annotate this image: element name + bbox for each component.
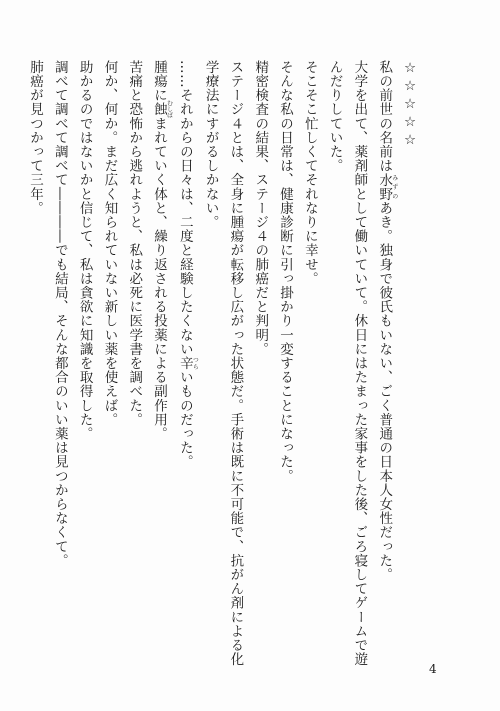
text-line-7: ステージ４とは、全身に腫瘍が転移し広がった状態だ。手術は既に不可能で、抗がん剤による化 <box>227 60 244 667</box>
text-line-14: 調べて調べて調べて――――でも結局、そんな都合のいい薬は見つからなくて。 <box>51 60 68 568</box>
text-line-10-post: まれていく体と、繰り返される投薬による副作用。 <box>151 116 168 441</box>
ruby-mizuno-base: 水野 <box>376 172 393 202</box>
text-line-13: 助かるのではないかと信じて、私は貪欲に知識を取得した。 <box>76 60 93 441</box>
text-line-1-post: あき。独身で彼氏もいない、ごく普通の日本人女性だった。 <box>376 201 393 582</box>
ruby-mushiba <box>151 100 173 119</box>
text-line-3: んだりしていた。 <box>326 60 343 173</box>
text-line-9-pre: ……それからの日々は、二度と経験したくない <box>176 60 193 357</box>
text-line-6: 精密検査の結果、ステージ４の肺癌だと判明。 <box>252 60 269 357</box>
text-line-4: そこそこ忙しくてそれなりに幸せ。 <box>301 60 318 286</box>
text-line-10-pre: 腫瘍に <box>151 60 168 103</box>
text-line-9 <box>172 60 198 640</box>
text-line-11: 苦痛と恐怖から逃れようと、私は必死に医学書を調べた。 <box>126 60 143 427</box>
ruby-mizuno <box>376 172 398 202</box>
text-line-10 <box>146 60 172 640</box>
text-line-9-post: いものだった。 <box>176 370 193 469</box>
ruby-tsura-base: 辛 <box>176 356 193 371</box>
text-line-12: 何か、何か。まだ広く知られていない新しい薬を使えば。 <box>101 60 118 427</box>
text-line-1-pre: 私の前世の名前は <box>376 60 393 173</box>
text-line-2: 大学を出て、薬剤師として働いていて。休日にはたまった家事をした後、ごろ寝してゲームで遊 <box>351 60 368 667</box>
text-line-5: そんな私の日常は、健康診断に引っ掛かり一変することになった。 <box>277 60 294 483</box>
ruby-mushiba-reading: むしば <box>165 100 173 119</box>
text-line-15: 肺癌が見つかって三年。 <box>27 60 44 216</box>
page-number: 4 <box>429 662 437 676</box>
text-line-8: 学療法にすがるしかない。 <box>202 60 219 230</box>
vertical-text-body <box>22 60 422 667</box>
text-line-1 <box>371 60 397 640</box>
ruby-mizuno-reading: みずの <box>390 172 398 201</box>
ruby-tsura <box>176 356 199 371</box>
ruby-tsura-reading: つら <box>191 356 199 371</box>
ruby-mushiba-base: 蝕 <box>151 100 168 119</box>
section-break-stars: ☆☆☆☆☆ <box>402 60 418 150</box>
